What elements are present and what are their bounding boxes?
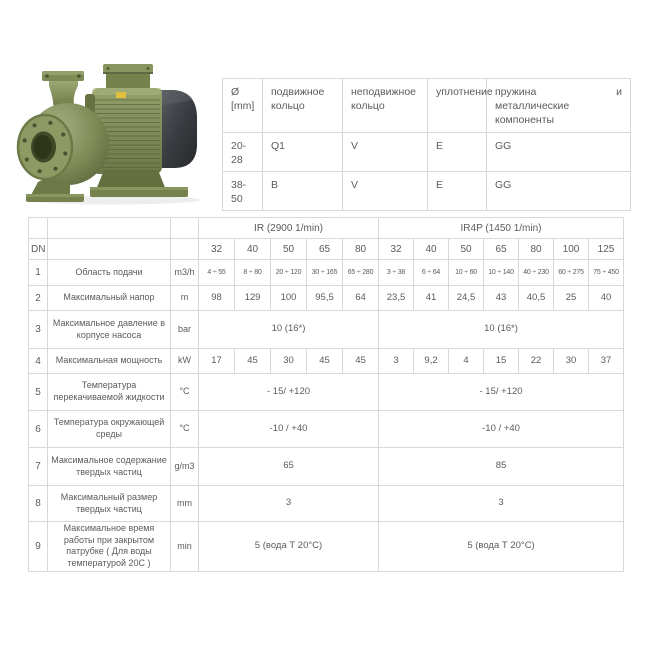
value-cell: 85	[379, 448, 624, 486]
value-cell: 30	[271, 349, 307, 374]
value-cell: 45	[343, 349, 379, 374]
table-row	[29, 311, 624, 349]
dn-size-cell: 80	[519, 239, 554, 260]
row-number: 9	[29, 522, 48, 572]
value-cell: 22	[519, 349, 554, 374]
column-header-rotating-ring: подвижное кольцо	[263, 79, 343, 133]
value-cell: 41	[414, 286, 449, 311]
cell: GG	[487, 132, 631, 171]
value-cell: 75 ÷ 450	[589, 260, 624, 286]
value-cell: 24,5	[449, 286, 484, 311]
cell: 20-28	[223, 132, 263, 171]
dn-size-cell: 40	[235, 239, 271, 260]
table-row	[29, 286, 624, 311]
value-cell: 10 (16*)	[379, 311, 624, 349]
param-name: Максимальный размер твердых частиц	[48, 486, 171, 522]
seal-header-row	[223, 79, 631, 133]
dn-size-cell: 65	[307, 239, 343, 260]
row-number: 7	[29, 448, 48, 486]
value-cell: 10 ÷ 60	[449, 260, 484, 286]
value-cell: - 15/ +120	[199, 374, 379, 411]
dn-size-cell: 125	[589, 239, 624, 260]
group-header-ir4p: IR4P (1450 1/min)	[379, 218, 624, 239]
table-row	[29, 260, 624, 286]
table-row	[223, 171, 631, 210]
dn-size-cell: 50	[271, 239, 307, 260]
table-row	[29, 349, 624, 374]
value-cell: 10 ÷ 140	[484, 260, 519, 286]
value-cell: 40,5	[519, 286, 554, 311]
table-row	[223, 132, 631, 171]
value-cell: 4 ÷ 55	[199, 260, 235, 286]
dn-size-cell: 40	[414, 239, 449, 260]
row-number: 8	[29, 486, 48, 522]
table-row	[29, 374, 624, 411]
param-name: Максимальная мощность	[48, 349, 171, 374]
dn-size-cell: 65	[484, 239, 519, 260]
row-number: 1	[29, 260, 48, 286]
value-cell: 4	[449, 349, 484, 374]
row-number: 6	[29, 411, 48, 448]
value-cell: 17	[199, 349, 235, 374]
pump-illustration	[8, 56, 215, 206]
param-name: Максимальное давление в корпусе насоса	[48, 311, 171, 349]
unit-cell: bar	[171, 311, 199, 349]
dn-size-cell: 32	[379, 239, 414, 260]
dn-size-cell: 100	[554, 239, 589, 260]
value-cell: 9,2	[414, 349, 449, 374]
value-cell: 3 ÷ 38	[379, 260, 414, 286]
dn-header-row	[29, 239, 624, 260]
column-header-diameter: Ø [mm]	[223, 79, 263, 133]
value-cell: 43	[484, 286, 519, 311]
value-cell: 98	[199, 286, 235, 311]
value-cell: 65 ÷ 280	[343, 260, 379, 286]
value-cell: 95,5	[307, 286, 343, 311]
group-header-row	[29, 218, 624, 239]
value-cell: 45	[307, 349, 343, 374]
cell: GG	[487, 171, 631, 210]
table-row	[29, 448, 624, 486]
unit-cell: mm	[171, 486, 199, 522]
value-cell: -10 / +40	[379, 411, 624, 448]
dn-size-cell: 32	[199, 239, 235, 260]
column-header-spring-metal: пружина и металлические компоненты	[487, 79, 631, 133]
cell: Q1	[263, 132, 343, 171]
pump-spec-table	[28, 217, 624, 572]
cell: V	[343, 132, 428, 171]
column-header-stationary-ring: неподвижное кольцо	[343, 79, 428, 133]
value-cell: 6 ÷ 64	[414, 260, 449, 286]
empty-cell	[171, 218, 199, 239]
unit-cell: °C	[171, 374, 199, 411]
unit-cell: m	[171, 286, 199, 311]
cell: V	[343, 171, 428, 210]
param-name: Максимальное содержание твердых частиц	[48, 448, 171, 486]
unit-cell: °C	[171, 411, 199, 448]
value-cell: 64	[343, 286, 379, 311]
row-number: 4	[29, 349, 48, 374]
param-name: Максимальный напор	[48, 286, 171, 311]
value-cell: - 15/ +120	[379, 374, 624, 411]
unit-cell: min	[171, 522, 199, 572]
value-cell: 45	[235, 349, 271, 374]
unit-cell: g/m3	[171, 448, 199, 486]
unit-cell: kW	[171, 349, 199, 374]
row-number: 5	[29, 374, 48, 411]
value-cell: 25	[554, 286, 589, 311]
cell: 38-50	[223, 171, 263, 210]
dn-label: DN	[29, 239, 48, 260]
rating-label	[116, 92, 126, 98]
value-cell: 3	[199, 486, 379, 522]
value-cell: 100	[271, 286, 307, 311]
param-name: Максимальное время работы при закрытом патрубке ( Для воды температурой 20С )	[48, 522, 171, 572]
value-cell: 60 ÷ 275	[554, 260, 589, 286]
value-cell: 5 (вода Т 20°C)	[379, 522, 624, 572]
column-header-seal: уплотнение	[428, 79, 487, 133]
seal-spec-table	[222, 78, 631, 211]
value-cell: 30 ÷ 165	[307, 260, 343, 286]
value-cell: 37	[589, 349, 624, 374]
param-name: Температура окружающей среды	[48, 411, 171, 448]
empty-cell	[48, 239, 171, 260]
value-cell: 30	[554, 349, 589, 374]
value-cell: 65	[199, 448, 379, 486]
table-row	[29, 411, 624, 448]
row-number: 2	[29, 286, 48, 311]
value-cell: 40	[589, 286, 624, 311]
cell: E	[428, 132, 487, 171]
value-cell: 10 (16*)	[199, 311, 379, 349]
param-name: Температура перекачиваемой жидкости	[48, 374, 171, 411]
cell: E	[428, 171, 487, 210]
pump-photo	[8, 56, 215, 206]
value-cell: 129	[235, 286, 271, 311]
dn-size-cell: 50	[449, 239, 484, 260]
table-row	[29, 486, 624, 522]
empty-cell	[171, 239, 199, 260]
value-cell: 3	[379, 486, 624, 522]
value-cell: 5 (вода Т 20°C)	[199, 522, 379, 572]
value-cell: 40 ÷ 230	[519, 260, 554, 286]
value-cell: 23,5	[379, 286, 414, 311]
unit-cell: m3/h	[171, 260, 199, 286]
cell: B	[263, 171, 343, 210]
value-cell: 8 ÷ 80	[235, 260, 271, 286]
value-cell: 20 ÷ 120	[271, 260, 307, 286]
param-name: Область подачи	[48, 260, 171, 286]
empty-cell	[48, 218, 171, 239]
value-cell: 15	[484, 349, 519, 374]
value-cell: 3	[379, 349, 414, 374]
table-row	[29, 522, 624, 572]
group-header-ir: IR (2900 1/min)	[199, 218, 379, 239]
row-number: 3	[29, 311, 48, 349]
dn-size-cell: 80	[343, 239, 379, 260]
empty-cell	[29, 218, 48, 239]
value-cell: -10 / +40	[199, 411, 379, 448]
